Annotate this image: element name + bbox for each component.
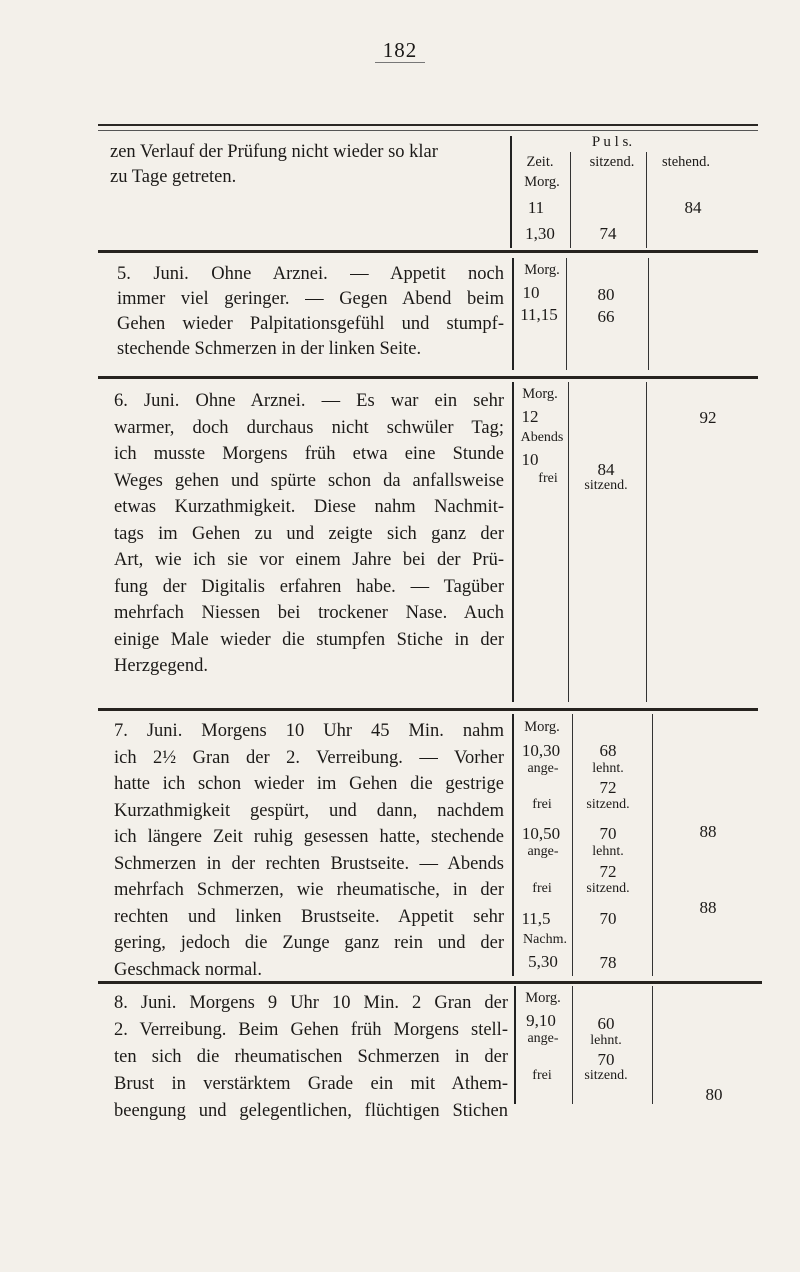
header-time: 11 [527,198,545,217]
time-cell: frei [532,1068,552,1083]
column-divider [568,382,569,702]
header-text [110,140,510,190]
time-cell: Morg. [524,262,560,278]
sitzend-cell: 78 [599,953,617,972]
time-cell: 11,15 [520,305,558,324]
text-line: ich 2½ Gran der 2. Verreibung. — Vorher [114,747,504,768]
text-line: Gehen wieder Palpitationsgefühl und stumpf- [117,314,504,334]
sitzend-cell: 80 [597,285,615,304]
sitzend-cell: 72 [599,862,617,881]
entry-separator [98,981,762,984]
column-divider [510,136,512,248]
sitzend-cell: sitzend. [586,797,630,812]
time-cell: 5,30 [528,952,558,971]
text-line: ten sich die rheumatischen Schmerzen in der [114,1047,508,1067]
time-cell: 10,50 [521,824,561,843]
time-cell: 12 [521,407,539,426]
text-line: 2. Verreibung. Beim Gehen früh Morgens stell- [114,1020,508,1040]
text-line: mehrfach Schmerzen, wie rheumatische, in der [114,880,504,900]
time-cell: Morg. [525,990,561,1006]
page-number: 182 [0,38,800,63]
time-cell: Abends [520,430,564,445]
text-line: fung der Digitalis erfahren habe. — Tagüber [114,576,504,597]
time-cell: Nachm. [523,932,567,947]
sitzend-cell: sitzend. [586,881,630,896]
entry-separator [98,708,758,711]
text-line: Brust in verstärktem Grade ein mit Athem- [114,1074,508,1094]
column-divider [512,714,514,976]
time-cell: 11,5 [521,909,551,928]
text-line: tags im Gehen zu und zeigte sich ganz der [114,523,504,544]
text-line: gering, jedoch die Zunge ganz rein und der [114,933,504,953]
time-cell: 9,10 [526,1011,556,1030]
sitzend-cell: lehnt. [592,761,624,776]
time-cell: frei [538,471,558,486]
top-rule-thin [98,130,758,131]
text-line: ich längere Zeit ruhig gesessen hatte, stechende [114,827,504,847]
time-cell: 10 [522,283,540,302]
sitzend-cell: 66 [597,307,615,326]
time-cell: ange- [527,761,559,776]
column-divider [652,986,653,1104]
text-line: Herzgegend. [114,656,208,676]
text-line: warmer, doch durchaus nicht schwüler Tag; [114,417,504,438]
text-line: Weges gehen und spürte schon da anfallsweise [114,470,504,491]
col-header-stehend: stehend. [662,154,710,170]
column-divider [648,258,649,370]
entry-text [114,388,504,680]
entry-text [114,990,508,1125]
entry-text [114,718,504,983]
stehend-cell: 88 [699,822,717,841]
sitzend-cell: lehnt. [592,844,624,859]
text-line: rechten und linken Brustseite. Appetit sehr [114,906,504,927]
header-stehend: 84 [684,198,702,217]
column-divider [646,382,647,702]
stehend-cell: 88 [699,898,717,917]
col-header-time: Zeit. [526,154,554,170]
sitzend-cell: 70 [599,909,617,928]
time-cell: Morg. [522,386,558,402]
column-divider [566,258,567,370]
sitzend-cell: sitzend. [584,478,628,493]
text-line: 6. Juni. Ohne Arznei. — Es war ein sehr [114,391,504,411]
header-time: Morg. [524,174,560,190]
column-divider [570,152,571,248]
sitzend-cell: sitzend. [584,1068,628,1083]
time-cell: frei [532,881,552,896]
text-line: Geschmack normal. [114,959,262,980]
time-cell: 10 [521,450,539,469]
text-line: ich musste Morgens früh etwa eine Stunde [114,444,504,464]
sitzend-cell: 84 [597,460,615,479]
time-cell: frei [532,797,552,812]
sitzend-cell: lehnt. [590,1033,622,1048]
entry-separator [98,250,758,253]
text-line: zen Verlauf der Prüfung nicht wieder so klar [110,142,438,162]
top-rule [98,124,758,126]
text-line: hatte ich schon wieder im Gehen die gestrige [114,774,504,794]
column-divider [572,986,573,1104]
text-line: mehrfach Niessen bei trockener Nase. Auch [114,603,504,623]
column-divider [512,382,514,702]
stehend-cell: 80 [705,1085,723,1104]
text-line: 8. Juni. Morgens 9 Uhr 10 Min. 2 Gran der [114,993,508,1013]
text-line: immer viel geringer. — Gegen Abend beim [117,289,504,309]
text-line: 5. Juni. Ohne Arznei. — Appetit noch [117,264,504,284]
sitzend-cell: 60 [597,1014,615,1033]
time-cell: ange- [527,1031,559,1046]
column-divider [572,714,573,976]
text-line: einige Male wieder die stumpfen Stiche in der [114,629,504,650]
text-line: zu Tage getreten. [110,167,237,187]
col-header-sitzend: sitzend. [589,154,635,170]
column-divider [514,986,516,1104]
header-time: 1,30 [525,224,555,243]
column-divider [646,152,647,248]
text-line: beengung und gelegentlichen, flüchtigen Stichen [114,1101,508,1121]
text-line: Schmerzen in der rechten Brustseite. — Abends [114,853,504,874]
column-divider [512,258,514,370]
sitzend-cell: 68 [599,741,617,760]
time-cell: ange- [527,844,559,859]
entry-separator [98,376,758,379]
text-line: 7. Juni. Morgens 10 Uhr 45 Min. nahm [114,721,504,741]
stehend-cell: 92 [699,408,717,427]
sitzend-cell: 72 [599,778,617,797]
sitzend-cell: 70 [599,824,617,843]
entry-text [117,262,504,362]
time-cell: 10,30 [521,741,561,760]
puls-label: P u l s. [591,134,633,150]
text-line: etwas Kurzathmigkeit. Diese nahm Nachmit- [114,497,504,517]
column-divider [652,714,653,976]
time-cell: Morg. [524,719,560,735]
text-line: Art, wie ich sie vor einem Jahre bei der Prü- [114,550,504,570]
header-sitzend: 74 [599,224,617,243]
sitzend-cell: 70 [597,1050,615,1069]
text-line: stechende Schmerzen in der linken Seite. [117,339,422,359]
text-line: Kurzathmigkeit gespürt, und dann, nachdem [114,800,504,821]
